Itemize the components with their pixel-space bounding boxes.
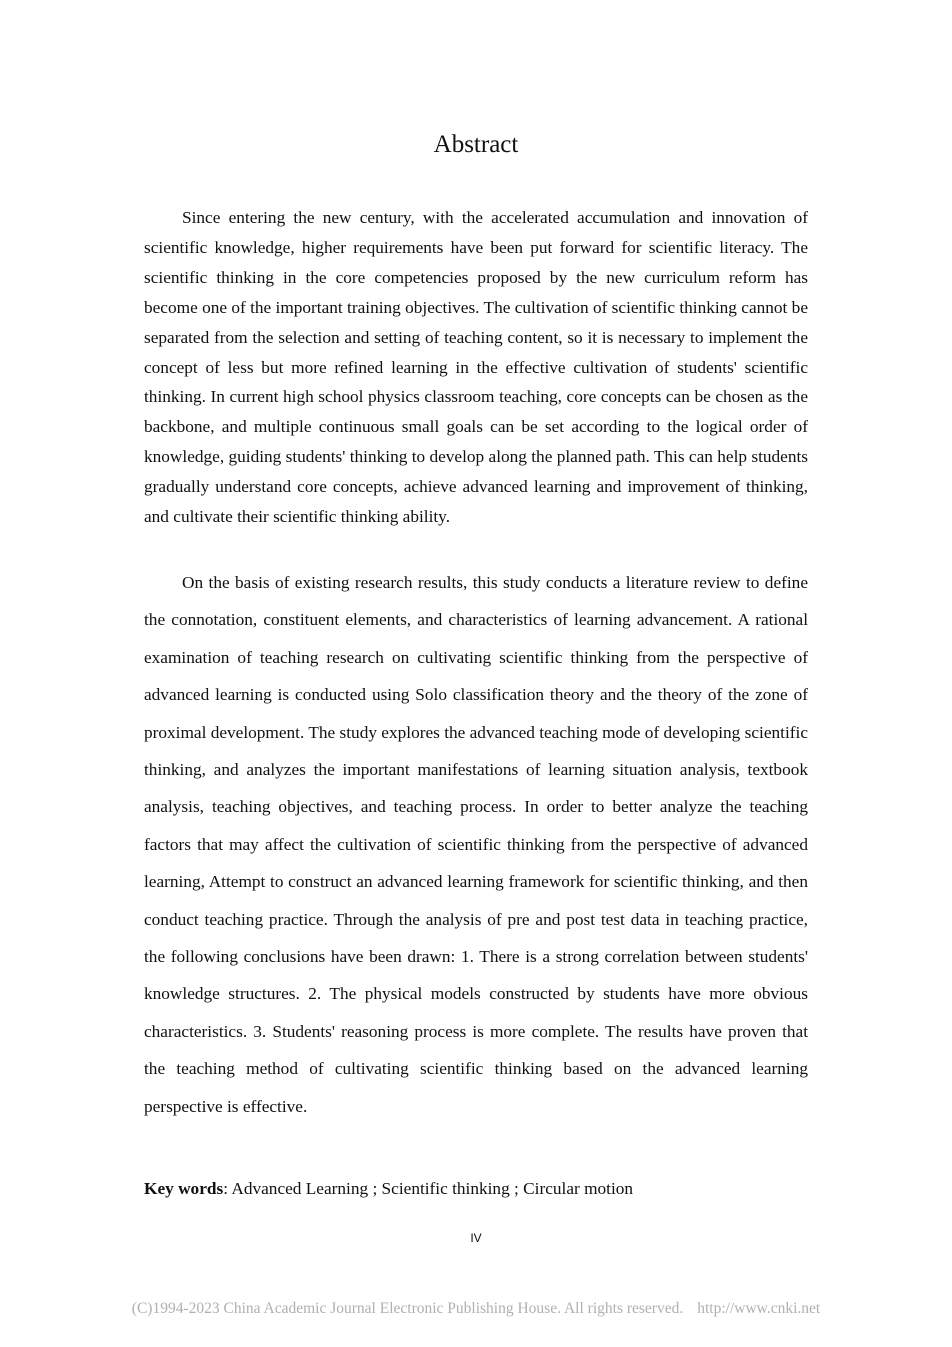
footer-url: http://www.cnki.net xyxy=(697,1300,821,1317)
abstract-paragraph-1: Since entering the new century, with the accelerated accumulation and innovation of scientific knowledge, higher requirements have been put forward for scientific literacy. The scientific thinking in the core competencies proposed by the new curriculum reform has become one of the important training objectives. The cultivation of scientific thinking cannot be separated from the selection and setting of teaching content, so it is necessary to implement the concept of less but more refined learning in the effective cultivation of students' scientific thinking. In current high school physics classroom teaching, core concepts can be chosen as the backbone, and multiple continuous small goals can be set according to the logical order of knowledge, guiding students' thinking to develop along the planned path. This can help students gradually understand core concepts, achieve advanced learning and improvement of thinking, and cultivate their scientific thinking ability. xyxy=(144,208,808,527)
watermark-footer xyxy=(0,1298,952,1320)
keywords-line xyxy=(144,1175,808,1203)
keywords-label: Key words xyxy=(144,1179,224,1198)
page-number: IV xyxy=(470,1231,482,1245)
copyright-notice: (C)1994-2023 China Academic Journal Electronic Publishing House. All rights reserved. xyxy=(131,1300,684,1317)
abstract-paragraph-2: On the basis of existing research results, this study conducts a literature review to define the connotation, constituent elements, and characteristics of learning advancement. A rational examination of teaching research on cultivating scientific thinking from the perspective of advanced learning is conducted using Solo classification theory and the theory of the zone of proximal development. The study explores the advanced teaching mode of developing scientific thinking, and analyzes the important manifestations of learning situation analysis, textbook analysis, teaching objectives, and teaching process. In order to better analyze the teaching factors that may affect the cultivation of scientific thinking from the perspective of advanced learning, Attempt to construct an advanced learning framework for scientific thinking, and then conduct teaching practice. Through the analysis of pre and post test data in teaching practice, the following conclusions have been drawn: 1. There is a strong correlation between students' knowledge structures. 2. The physical models constructed by students have more obvious characteristics. 3. Students' reasoning process is more complete. The results have proven that the teaching method of cultivating scientific thinking based on the advanced learning perspective is effective. xyxy=(144,573,808,1116)
abstract-title: Abstract xyxy=(433,131,519,158)
keywords-text: : Advanced Learning ; Scientific thinking ; Circular motion xyxy=(223,1179,634,1198)
